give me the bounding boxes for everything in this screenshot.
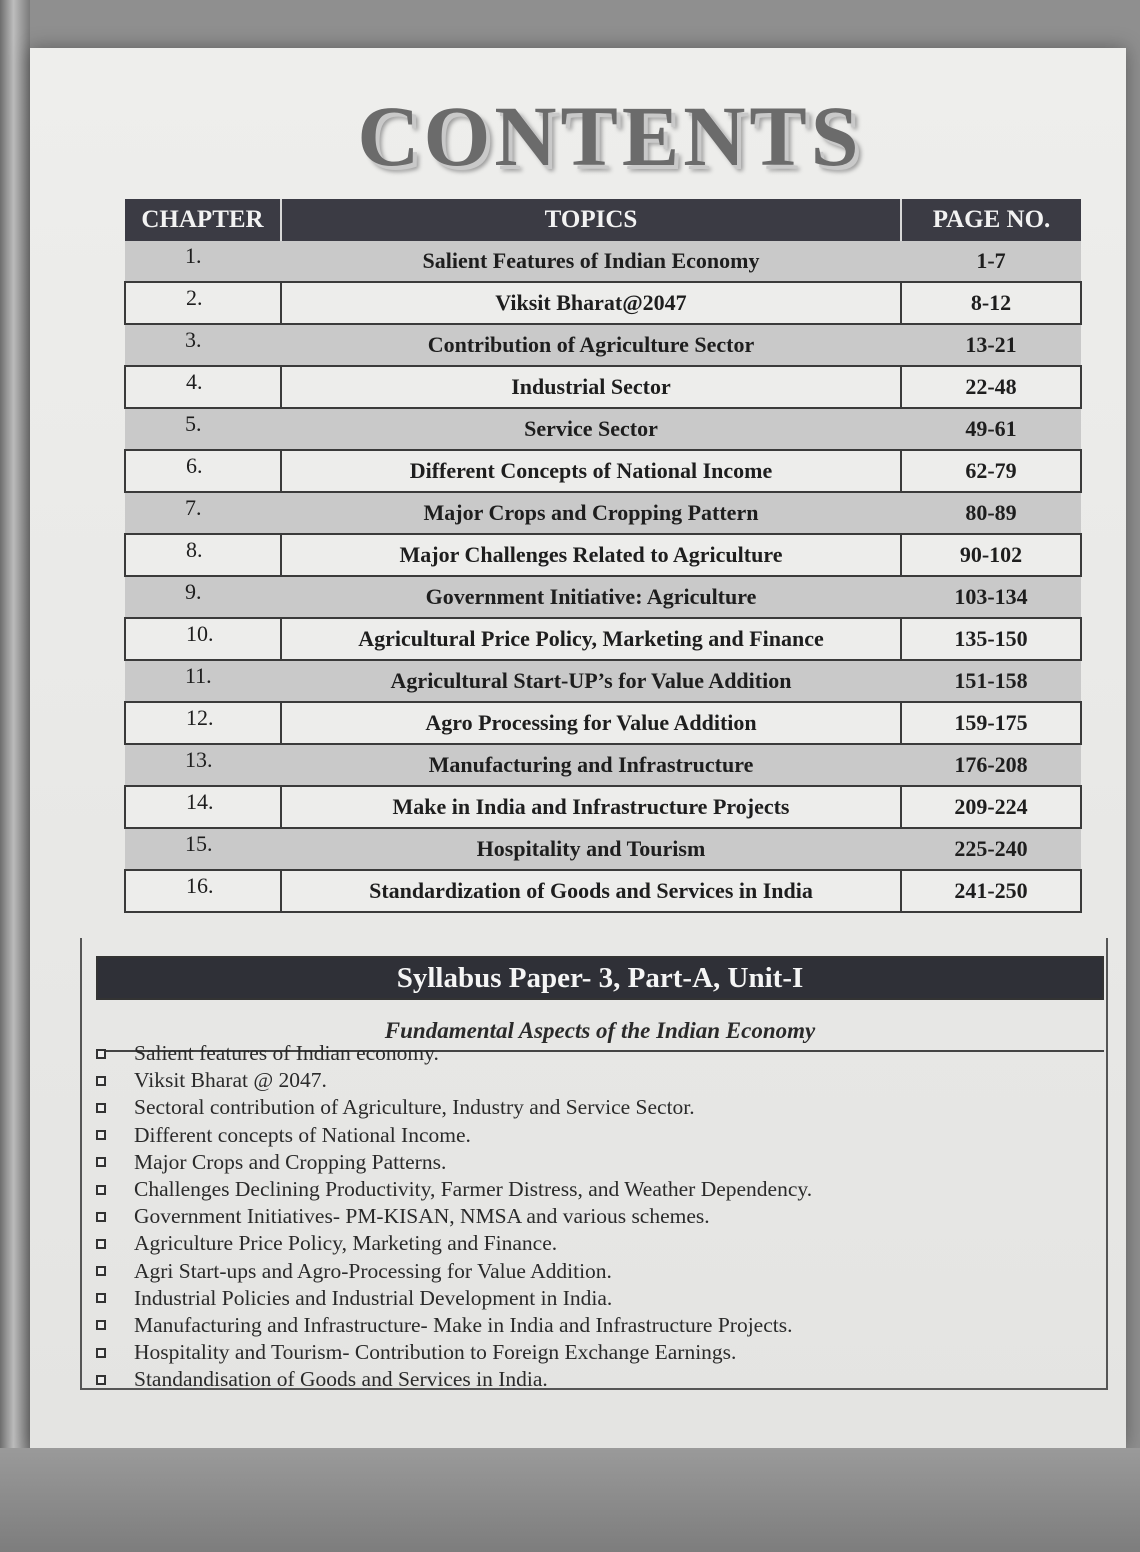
chapter-topic: Agro Processing for Value Addition — [281, 702, 901, 744]
chapter-number: 4. — [125, 366, 281, 408]
checkbox-bullet-icon — [96, 1293, 106, 1303]
chapter-pages: 209-224 — [901, 786, 1081, 828]
chapter-number: 2. — [125, 282, 281, 324]
chapter-number: 11. — [125, 660, 281, 702]
table-row — [125, 870, 1081, 912]
table-row — [125, 702, 1081, 744]
table-row — [125, 660, 1081, 702]
table-row — [125, 786, 1081, 828]
chapter-number: 6. — [125, 450, 281, 492]
checkbox-bullet-icon — [96, 1266, 106, 1276]
chapter-number: 5. — [125, 408, 281, 450]
chapter-topic: Different Concepts of National Income — [281, 450, 901, 492]
chapter-topic: Industrial Sector — [281, 366, 901, 408]
checkbox-bullet-icon — [96, 1320, 106, 1330]
contents-table — [124, 199, 1082, 913]
syllabus-item-text: Salient features of Indian economy. — [134, 1041, 439, 1065]
table-row — [125, 324, 1081, 366]
chapter-topic: Standardization of Goods and Services in India — [281, 870, 901, 912]
table-row — [125, 576, 1081, 618]
list-item — [96, 1176, 812, 1203]
page-bottom-shadow — [0, 1448, 1140, 1552]
list-item — [96, 1203, 812, 1230]
syllabus-item-text: Hospitality and Tourism- Contribution to Foreign Exchange Earnings. — [134, 1340, 737, 1365]
chapter-pages: 22-48 — [901, 366, 1081, 408]
table-row — [125, 744, 1081, 786]
chapter-number: 9. — [125, 576, 281, 618]
table-row — [125, 450, 1081, 492]
chapter-pages: 1-7 — [901, 241, 1081, 282]
table-row — [125, 828, 1081, 870]
syllabus-item-text: Major Crops and Cropping Patterns. — [134, 1149, 447, 1174]
table-row — [125, 492, 1081, 534]
syllabus-item-text: Sectoral contribution of Agriculture, Industry and Service Sector. — [134, 1095, 695, 1120]
chapter-pages: 176-208 — [901, 744, 1081, 786]
list-item — [96, 1149, 812, 1176]
chapter-topic: Make in India and Infrastructure Projects — [281, 786, 901, 828]
chapter-number: 3. — [125, 324, 281, 366]
checkbox-bullet-icon — [96, 1157, 106, 1167]
table-row — [125, 534, 1081, 576]
checkbox-bullet-icon — [96, 1049, 106, 1059]
table-row — [125, 408, 1081, 450]
chapter-topic: Major Challenges Related to Agriculture — [281, 534, 901, 576]
chapter-pages: 62-79 — [901, 450, 1081, 492]
chapter-topic: Manufacturing and Infrastructure — [281, 744, 901, 786]
table-row — [125, 618, 1081, 660]
chapter-pages: 103-134 — [901, 576, 1081, 618]
table-row — [125, 241, 1081, 282]
list-item — [96, 1258, 812, 1285]
chapter-number: 12. — [125, 702, 281, 744]
chapter-number: 13. — [125, 744, 281, 786]
chapter-number: 1. — [125, 241, 281, 282]
syllabus-item-text: Challenges Declining Productivity, Farmer Distress, and Weather Dependency. — [134, 1176, 813, 1201]
checkbox-bullet-icon — [96, 1130, 106, 1140]
topics-header: TOPICS — [281, 199, 901, 241]
syllabus-item-text: Industrial Policies and Industrial Development in India. — [134, 1285, 613, 1310]
chapter-number: 14. — [125, 786, 281, 828]
chapter-topic: Hospitality and Tourism — [281, 828, 901, 870]
chapter-number: 7. — [125, 492, 281, 534]
checkbox-bullet-icon — [96, 1185, 106, 1195]
list-item — [96, 1094, 812, 1121]
list-item — [96, 1230, 812, 1257]
chapter-pages: 151-158 — [901, 660, 1081, 702]
chapter-number: 16. — [125, 870, 281, 912]
chapter-topic: Viksit Bharat@2047 — [281, 282, 901, 324]
syllabus-item-text: Different concepts of National Income. — [134, 1122, 471, 1147]
page-header: PAGE NO. — [901, 199, 1081, 241]
list-item — [96, 1366, 812, 1393]
syllabus-item-text: Standandisation of Goods and Services in India. — [134, 1367, 548, 1392]
chapter-pages: 159-175 — [901, 702, 1081, 744]
chapter-header: CHAPTER — [125, 199, 281, 241]
chapter-topic: Agricultural Price Policy, Marketing and Finance — [281, 618, 901, 660]
book-spine — [0, 0, 30, 1552]
checkbox-bullet-icon — [96, 1212, 106, 1222]
syllabus-item-text: Manufacturing and Infrastructure- Make in India and Infrastructure Projects. — [134, 1312, 793, 1337]
list-item — [96, 1312, 812, 1339]
chapter-pages: 13-21 — [901, 324, 1081, 366]
chapter-number: 8. — [125, 534, 281, 576]
list-item — [96, 1067, 812, 1094]
chapter-pages: 241-250 — [901, 870, 1081, 912]
chapter-pages: 90-102 — [901, 534, 1081, 576]
checkbox-bullet-icon — [96, 1103, 106, 1113]
checkbox-bullet-icon — [96, 1239, 106, 1249]
syllabus-list — [96, 1040, 812, 1393]
chapter-topic: Salient Features of Indian Economy — [281, 241, 901, 282]
syllabus-item-text: Agriculture Price Policy, Marketing and Finance. — [134, 1231, 558, 1256]
chapter-pages: 135-150 — [901, 618, 1081, 660]
checkbox-bullet-icon — [96, 1348, 106, 1358]
syllabus-item-text: Viksit Bharat @ 2047. — [134, 1068, 327, 1093]
chapter-pages: 80-89 — [901, 492, 1081, 534]
chapter-topic: Government Initiative: Agriculture — [281, 576, 901, 618]
checkbox-bullet-icon — [96, 1076, 106, 1086]
chapter-number: 15. — [125, 828, 281, 870]
list-item — [96, 1285, 812, 1312]
contents-header-row — [125, 199, 1081, 241]
chapter-topic: Contribution of Agriculture Sector — [281, 324, 901, 366]
chapter-pages: 225-240 — [901, 828, 1081, 870]
chapter-topic: Major Crops and Cropping Pattern — [281, 492, 901, 534]
table-row — [125, 366, 1081, 408]
syllabus-heading-bar — [96, 956, 1104, 1000]
chapter-topic: Agricultural Start-UP’s for Value Addition — [281, 660, 901, 702]
list-item — [96, 1122, 812, 1149]
checkbox-bullet-icon — [96, 1375, 106, 1385]
list-item — [96, 1040, 812, 1067]
chapter-pages: 8-12 — [901, 282, 1081, 324]
table-row — [125, 282, 1081, 324]
syllabus-heading: Syllabus Paper- 3, Part-A, Unit-I — [396, 962, 804, 994]
chapter-topic: Service Sector — [281, 408, 901, 450]
syllabus-subheading: Fundamental Aspects of the Indian Economy — [96, 1014, 1104, 1052]
chapter-pages: 49-61 — [901, 408, 1081, 450]
syllabus-item-text: Agri Start-ups and Agro-Processing for Value Addition. — [134, 1258, 612, 1283]
syllabus-item-text: Government Initiatives- PM-KISAN, NMSA and various schemes. — [134, 1204, 710, 1229]
page-title: CONTENTS — [357, 88, 863, 184]
list-item — [96, 1339, 812, 1366]
chapter-number: 10. — [125, 618, 281, 660]
